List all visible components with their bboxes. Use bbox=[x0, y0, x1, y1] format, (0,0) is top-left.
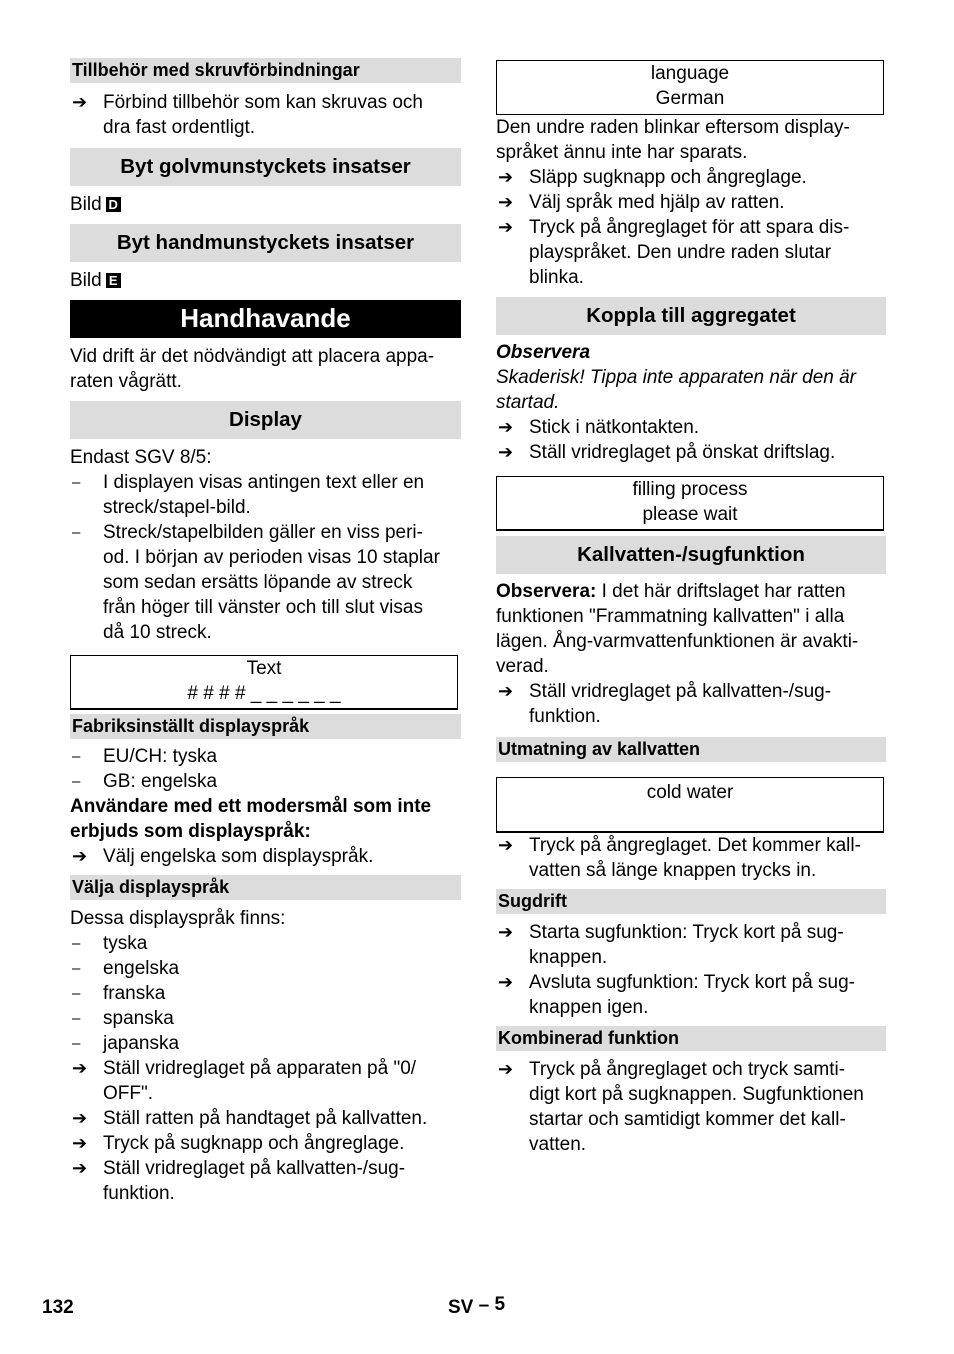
step-item bbox=[496, 165, 886, 190]
box-line: cold water bbox=[646, 782, 734, 803]
heading-handhavande: Handhavande bbox=[70, 300, 461, 338]
observera-paragraph bbox=[496, 579, 886, 604]
display-box-cold-water bbox=[496, 777, 884, 833]
heading-kombinerad: Kombinerad funktion bbox=[496, 1026, 886, 1051]
text-line: playspråket. Den undre raden slutar bbox=[529, 242, 832, 263]
list-item bbox=[70, 520, 461, 645]
heading-display: Display bbox=[70, 401, 461, 439]
language-item bbox=[70, 1006, 461, 1031]
text-line: Välj språk med hjälp av ratten. bbox=[529, 192, 785, 213]
step-item bbox=[496, 440, 886, 465]
text-line: Avsluta sugfunktion: Tryck kort på sug- bbox=[529, 972, 855, 993]
dash-icon: – bbox=[72, 935, 81, 952]
text-line: tyska bbox=[103, 933, 148, 954]
arrow-icon: ➔ bbox=[498, 922, 514, 942]
page-number: 132 bbox=[42, 1297, 74, 1318]
text-line: Ställ vridreglaget på önskat driftslag. bbox=[529, 442, 836, 463]
text-line: språket ännu inte har sparats. bbox=[496, 142, 748, 163]
observera-label: Observera: bbox=[496, 581, 597, 602]
section-page-number: 5 bbox=[494, 1294, 506, 1315]
dash-icon: – bbox=[72, 748, 81, 765]
heading-kallvatten: Kallvatten-/sugfunktion bbox=[496, 536, 886, 574]
box-line: filling process bbox=[632, 479, 748, 500]
dash-icon: – bbox=[72, 1010, 81, 1027]
text-line: Släpp sugknapp och ångreglage. bbox=[529, 167, 807, 188]
box-line: please wait bbox=[642, 504, 738, 525]
arrow-icon: ➔ bbox=[72, 92, 88, 112]
arrow-icon: ➔ bbox=[498, 972, 514, 992]
text-line: från höger till vänster och till slut visas bbox=[103, 597, 423, 618]
valja-intro: Dessa displayspråk finns: bbox=[70, 908, 286, 929]
text-line: Tryck på ångreglaget och tryck samti- bbox=[529, 1059, 846, 1080]
arrow-icon: ➔ bbox=[72, 846, 88, 866]
footer-lang bbox=[448, 1294, 506, 1319]
text-line: Vid drift är det nödvändigt att placera appa- bbox=[70, 346, 435, 367]
footer-sep: – bbox=[478, 1295, 490, 1316]
step-item bbox=[496, 920, 886, 970]
text-line: I det här driftslaget har ratten bbox=[596, 581, 846, 602]
dash-icon: – bbox=[72, 524, 81, 541]
text-line: EU/CH: tyska bbox=[103, 746, 218, 767]
text-line: Starta sugfunktion: Tryck kort på sug- bbox=[529, 922, 844, 943]
step-item bbox=[496, 190, 886, 215]
arrow-icon: ➔ bbox=[72, 1158, 88, 1178]
step-item bbox=[70, 1056, 461, 1106]
display-intro: Endast SGV 8/5: bbox=[70, 447, 212, 468]
bold-line: Användare med ett modersmål som inte bbox=[70, 796, 432, 817]
text-line: lägen. Ång-varmvattenfunktionen är avakti- bbox=[496, 631, 859, 652]
warning-line: startad. bbox=[496, 392, 560, 413]
text-line: engelska bbox=[103, 958, 180, 979]
dash-icon: – bbox=[72, 960, 81, 977]
heading-koppla: Koppla till aggregatet bbox=[496, 297, 886, 335]
text-line: Tryck på sugknapp och ångreglage. bbox=[103, 1133, 405, 1154]
text-line: streck/stapel-bild. bbox=[103, 497, 251, 518]
text-line: od. I början av perioden visas 10 staplar bbox=[103, 547, 440, 568]
heading-tillbehor: Tillbehör med skruvförbindningar bbox=[70, 58, 461, 83]
text-line: GB: engelska bbox=[103, 771, 218, 792]
text-line: Tryck på ångreglaget för att spara dis- bbox=[529, 217, 850, 238]
display-box-language bbox=[496, 60, 884, 115]
text-line: verad. bbox=[496, 656, 549, 677]
text-line: Den undre raden blinkar eftersom display- bbox=[496, 117, 850, 138]
step-item bbox=[496, 679, 886, 729]
heading-fabrik: Fabriksinställt displayspråk bbox=[70, 714, 461, 739]
heading-hand: Byt handmunstyckets insatser bbox=[70, 224, 461, 262]
text-line: franska bbox=[103, 983, 166, 1004]
arrow-icon: ➔ bbox=[72, 1058, 88, 1078]
heading-valja: Välja displayspråk bbox=[70, 875, 461, 900]
arrow-icon: ➔ bbox=[72, 1108, 88, 1128]
step-item bbox=[70, 1131, 461, 1156]
lang-code: SV bbox=[448, 1297, 474, 1318]
dash-icon: – bbox=[72, 773, 81, 790]
dash-icon: – bbox=[72, 1035, 81, 1052]
bild-label-d: D bbox=[106, 197, 121, 212]
display-box-text bbox=[70, 655, 458, 710]
heading-sugdrift: Sugdrift bbox=[496, 889, 886, 914]
text-line: Ställ vridreglaget på kallvatten-/sug- bbox=[103, 1158, 406, 1179]
text-line: knappen igen. bbox=[529, 997, 649, 1018]
text-line: vatten. bbox=[529, 1134, 587, 1155]
bild-hand: Bild E bbox=[70, 268, 461, 293]
arrow-icon: ➔ bbox=[498, 217, 514, 237]
bold-line: erbjuds som displayspråk: bbox=[70, 821, 311, 842]
text-line: startar och samtidigt kommer det kall- bbox=[529, 1109, 846, 1130]
box-line: language bbox=[650, 63, 730, 84]
text-line: Välj engelska som displayspråk. bbox=[103, 846, 374, 867]
step-item bbox=[496, 833, 886, 883]
display-box-filling bbox=[496, 476, 884, 531]
text-line: japanska bbox=[103, 1033, 180, 1054]
arrow-icon: ➔ bbox=[498, 681, 514, 701]
heading-utmatning: Utmatning av kallvatten bbox=[496, 737, 886, 762]
step-item bbox=[70, 1106, 461, 1131]
observera-label: Observera bbox=[496, 342, 591, 363]
bild-golv: Bild D bbox=[70, 192, 461, 217]
list-item bbox=[70, 744, 461, 769]
left-column bbox=[70, 58, 461, 1206]
language-item bbox=[70, 956, 461, 981]
step-item bbox=[496, 1057, 886, 1157]
arrow-icon: ➔ bbox=[498, 192, 514, 212]
bullet-fabrik bbox=[70, 844, 461, 869]
text-line: dra fast ordentligt. bbox=[103, 117, 256, 138]
text-line: knappen. bbox=[529, 947, 608, 968]
dash-icon: – bbox=[72, 985, 81, 1002]
text-line: raten vågrätt. bbox=[70, 371, 182, 392]
text-line: digt kort på sugknappen. Sugfunktionen bbox=[529, 1084, 864, 1105]
dash-icon: – bbox=[72, 474, 81, 491]
language-item bbox=[70, 981, 461, 1006]
box-line: Text bbox=[246, 658, 282, 679]
arrow-icon: ➔ bbox=[498, 442, 514, 462]
text-line: som sedan ersätts löpande av streck bbox=[103, 572, 413, 593]
heading-golv: Byt golvmunstyckets insatser bbox=[70, 148, 461, 186]
text-line: Streck/stapelbilden gäller en viss peri- bbox=[103, 522, 423, 543]
warning-line: Skaderisk! Tippa inte apparaten när den är bbox=[496, 367, 856, 388]
arrow-icon: ➔ bbox=[498, 1059, 514, 1079]
step-item bbox=[70, 1156, 461, 1206]
text-line: Ställ vridreglaget på kallvatten-/sug- bbox=[529, 681, 832, 702]
step-item bbox=[496, 215, 886, 290]
text-line: då 10 streck. bbox=[103, 622, 212, 643]
step-item bbox=[496, 970, 886, 1020]
text-line: Tryck på ångreglaget. Det kommer kall- bbox=[529, 835, 861, 856]
language-item bbox=[70, 931, 461, 956]
text-line: Ställ vridreglaget på apparaten på "0/ bbox=[103, 1058, 417, 1079]
text-line: spanska bbox=[103, 1008, 174, 1029]
text-line: Ställ ratten på handtaget på kallvatten. bbox=[103, 1108, 428, 1129]
bild-label-e: E bbox=[106, 273, 121, 288]
text-line: funktion. bbox=[103, 1183, 175, 1204]
arrow-icon: ➔ bbox=[72, 1133, 88, 1153]
language-item bbox=[70, 1031, 461, 1056]
list-item bbox=[70, 769, 461, 794]
bullet-tillbehor bbox=[70, 90, 461, 140]
step-item bbox=[496, 415, 886, 440]
right-column bbox=[496, 60, 886, 1157]
text-line: Förbind tillbehör som kan skruvas och bbox=[103, 92, 423, 113]
list-item bbox=[70, 470, 461, 520]
text-line: vatten så länge knappen trycks in. bbox=[529, 860, 817, 881]
text-line: blinka. bbox=[529, 267, 584, 288]
arrow-icon: ➔ bbox=[498, 835, 514, 855]
text-line: I displayen visas antingen text eller en bbox=[103, 472, 425, 493]
arrow-icon: ➔ bbox=[498, 167, 514, 187]
text-line: funktion. bbox=[529, 706, 601, 727]
arrow-icon: ➔ bbox=[498, 417, 514, 437]
text-line: OFF". bbox=[103, 1083, 154, 1104]
text-line: funktionen "Frammatning kallvatten" i alla bbox=[496, 606, 845, 627]
box-line: German bbox=[655, 88, 725, 109]
text-line: Stick i nätkontakten. bbox=[529, 417, 700, 438]
box-line: # # # # _ _ _ _ _ _ bbox=[187, 683, 341, 704]
